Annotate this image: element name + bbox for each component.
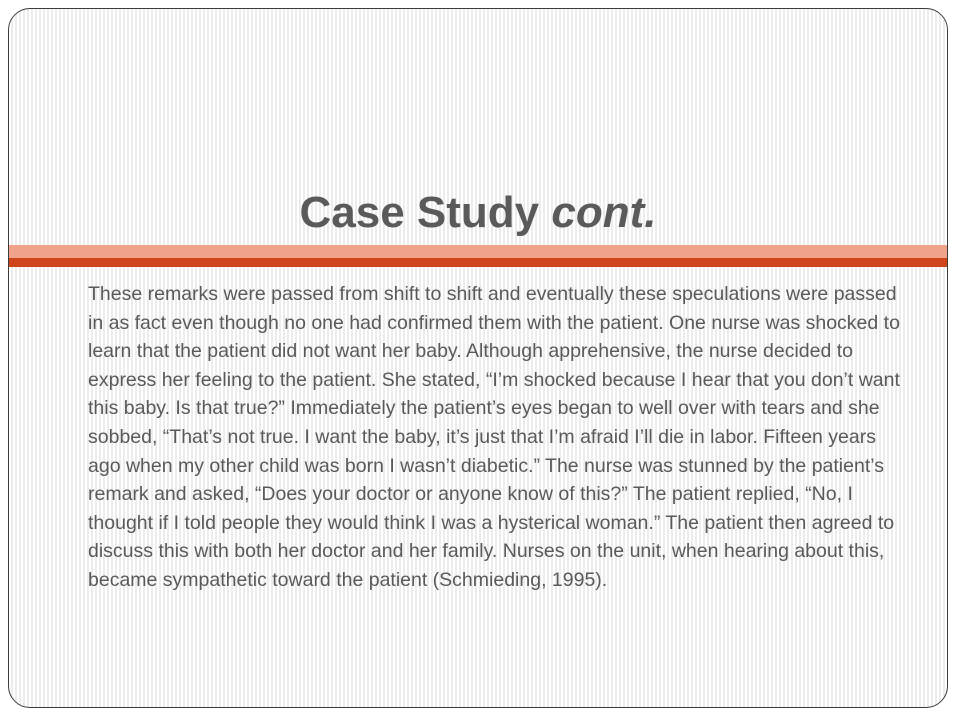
case-study-body-text: These remarks were passed from shift to shift and eventually these speculations were passed in as fact even though no one had confirmed them with the patient. One nurse was shocked to learn that the patient did not want her baby. Although apprehensive, the nurse decided to express her feeling to the patient. She stated, “I’m shocked because I hear that you don’t want this baby. Is that true?” Immediately the patient’s eyes began to well over with tears and she sobbed, “That’s not true. I want the baby, it’s just that I’m afraid I’ll die in labor. Fifteen years ago when my other child was born I wasn’t diabetic.” The nurse was stunned by the patient’s remark and asked, “Does your doctor or anyone know of this?” The patient replied, “No, I thought if I told people they would think I was a hysterical woman.” The patient then agreed to discuss this with both her doctor and her family. Nurses on the unit, when hearing about this, became sympathetic toward the patient (Schmieding, 1995). — [88, 283, 900, 591]
slide-title-emphasis: cont. — [551, 188, 657, 237]
slide-title-main: Case Study — [299, 188, 552, 237]
title-divider-dark — [9, 258, 947, 267]
title-divider-light — [9, 245, 947, 258]
content-panel — [8, 8, 948, 708]
slide-title — [9, 185, 947, 241]
